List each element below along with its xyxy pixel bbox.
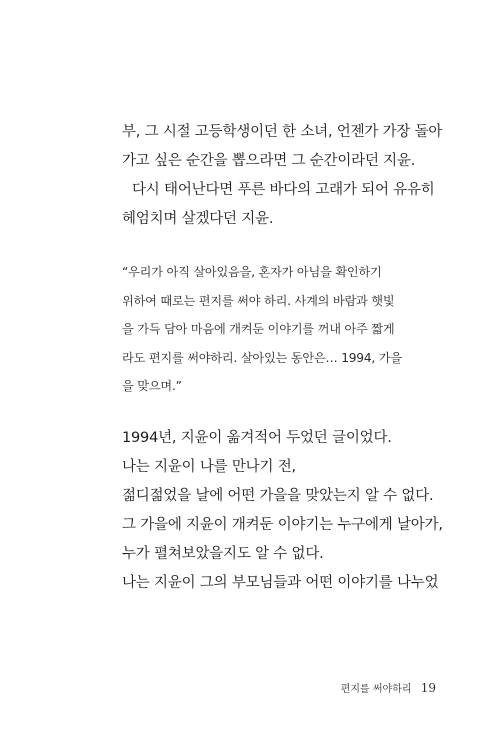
page-footer: [341, 680, 436, 695]
quote-line: “우리가 아직 살아있음을, 혼자가 아님을 확인하기: [122, 265, 382, 279]
running-title: 편지를 써야하리: [340, 684, 412, 695]
text-line: 다시 태어난다면 푸른 바다의 고래가 되어 유유히: [132, 182, 435, 198]
text-line: 가고 싶은 순간을 뽑으라면 그 순간이라던 지윤.: [122, 153, 416, 169]
page-number: 19: [420, 681, 436, 695]
text-line: 1994년, 지윤이 옮겨적어 두었던 글이었다.: [122, 430, 392, 446]
quote-line: 을 맞으며.”: [122, 379, 182, 393]
paragraph-1: [122, 118, 452, 176]
text-line: 나는 지윤이 나를 만나기 전,: [122, 459, 296, 475]
text-line: 그 가을에 지윤이 개켜둔 이야기는 누구에게 날아가,: [122, 517, 443, 533]
text-line: 헤엄치며 살겠다던 지윤.: [122, 211, 274, 227]
quote-line: 위하여 때로는 편지를 써야 하리. 사계의 바람과 햇빛: [122, 293, 395, 308]
text-line: 나는 지윤이 그의 부모님들과 어떤 이야기를 나누었: [122, 575, 439, 591]
text-line: 젊디젊었을 날에 어떤 가을을 맞았는지 알 수 없다.: [122, 488, 434, 504]
paragraph-3: [122, 424, 452, 598]
paragraph-2: [122, 176, 452, 234]
text-line: 부, 그 시절 고등학생이던 한 소녀, 언젠가 가장 돌아: [122, 124, 443, 140]
quoted-letter: [122, 258, 402, 401]
quote-line: 을 가득 담아 마음에 개켜둔 이야기를 꺼내 아주 짧게: [122, 322, 395, 336]
quote-line: 라도 편지를 써야하리. 살아있는 동안은… 1994, 가을: [122, 350, 402, 365]
text-line: 누가 펼쳐보았을지도 알 수 없다.: [122, 546, 324, 562]
